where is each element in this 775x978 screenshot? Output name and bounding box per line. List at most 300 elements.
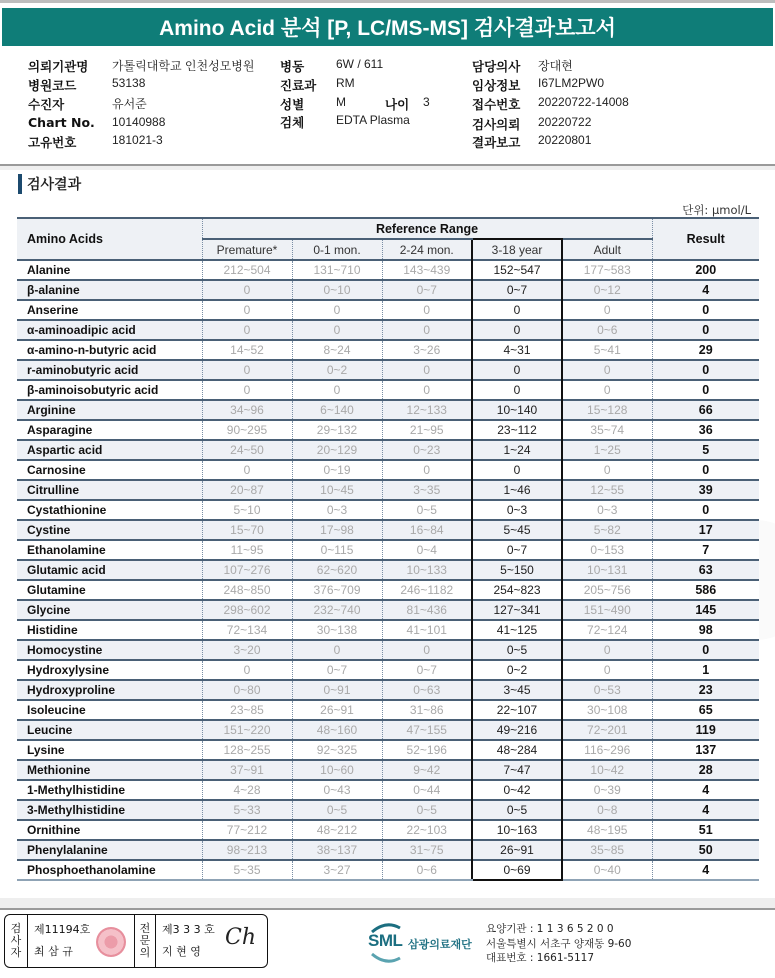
reference-range-cell: 0~7: [292, 660, 382, 680]
result-value: 4: [652, 780, 759, 800]
table-row: [17, 280, 759, 300]
top-border: [0, 0, 775, 3]
reference-range-cell: 98~213: [202, 840, 292, 860]
reference-range-cell: 0: [562, 380, 652, 400]
info-label: 수진자: [28, 97, 65, 112]
reference-range-cell: 0~69: [472, 860, 562, 880]
report-title: Amino Acid 분석 [P, LC/MS-MS] 검사결과보고서: [2, 8, 773, 46]
result-value: 28: [652, 760, 759, 780]
reference-range-cell: 107~276: [202, 560, 292, 580]
table-row: [17, 800, 759, 820]
reference-range-cell: 38~137: [292, 840, 382, 860]
reference-range-cell: 5~150: [472, 560, 562, 580]
reference-range-cell: 0~2: [292, 360, 382, 380]
reference-range-cell: 48~195: [562, 820, 652, 840]
amino-acid-name: Alanine: [17, 260, 202, 280]
amino-acid-name: Asparagine: [17, 420, 202, 440]
reference-range-cell: 72~134: [202, 620, 292, 640]
result-value: 0: [652, 460, 759, 480]
amino-acid-name: r-aminobutyric acid: [17, 360, 202, 380]
reference-range-cell: 12~133: [382, 400, 472, 420]
reference-range-cell: 6~140: [292, 400, 382, 420]
reference-range-cell: 0~7: [472, 280, 562, 300]
table-row: [17, 560, 759, 580]
result-value: 98: [652, 620, 759, 640]
reference-range-cell: 0~23: [382, 440, 472, 460]
reference-range-cell: 77~212: [202, 820, 292, 840]
info-label: 의뢰기관명: [28, 59, 89, 74]
specialist-license: 제3 3 3 호: [162, 923, 215, 936]
reference-range-cell: 41~101: [382, 620, 472, 640]
table-row: [17, 740, 759, 760]
reference-range-cell: 17~98: [292, 520, 382, 540]
reference-range-cell: 0: [202, 320, 292, 340]
reference-range-cell: 0~91: [292, 680, 382, 700]
reference-range-cell: 131~710: [292, 260, 382, 280]
reference-range-cell: 11~95: [202, 540, 292, 560]
table-row: [17, 300, 759, 320]
reference-range-cell: 0: [382, 320, 472, 340]
reference-range-cell: 0: [382, 380, 472, 400]
reference-range-cell: 31~75: [382, 840, 472, 860]
result-value: 0: [652, 380, 759, 400]
info-label: 고유번호: [28, 135, 77, 150]
info-label: 검체: [280, 115, 305, 130]
reference-range-cell: 5~35: [202, 860, 292, 880]
vertical-char: 문: [139, 934, 151, 947]
reference-range-cell: 41~125: [472, 620, 562, 640]
amino-acid-name: Ornithine: [17, 820, 202, 840]
reference-range-cell: 0: [382, 460, 472, 480]
reference-range-cell: 1~24: [472, 440, 562, 460]
reference-range-cell: 0~43: [292, 780, 382, 800]
reference-range-cell: 35~74: [562, 420, 652, 440]
vertical-char: 전: [139, 922, 151, 935]
amino-acid-name: Cystathionine: [17, 500, 202, 520]
reference-range-cell: 5~33: [202, 800, 292, 820]
reference-range-cell: 22~103: [382, 820, 472, 840]
reference-range-cell: 254~823: [472, 580, 562, 600]
result-value: 39: [652, 480, 759, 500]
amino-acid-name: Glycine: [17, 600, 202, 620]
reference-range-cell: 232~740: [292, 600, 382, 620]
reference-range-cell: 23~85: [202, 700, 292, 720]
unit-label: 단위: μmol/L: [682, 203, 751, 217]
reference-range-cell: 0: [382, 300, 472, 320]
reference-range-cell: 0~3: [562, 500, 652, 520]
amino-acid-name: Leucine: [17, 720, 202, 740]
result-value: 119: [652, 720, 759, 740]
reference-range-cell: 12~55: [562, 480, 652, 500]
result-value: 1: [652, 660, 759, 680]
reference-range-cell: 0~6: [382, 860, 472, 880]
reference-range-cell: 4~31: [472, 340, 562, 360]
reference-range-cell: 0: [202, 660, 292, 680]
reference-range-cell: 0: [472, 300, 562, 320]
result-value: 17: [652, 520, 759, 540]
reference-range-cell: 0~6: [562, 320, 652, 340]
info-label: 검사의뢰: [472, 117, 521, 132]
table-row: [17, 440, 759, 460]
reference-range-cell: 72~124: [562, 620, 652, 640]
divider-shade: [0, 166, 775, 170]
info-value: 유서준: [112, 97, 147, 111]
reference-range-cell: 5~10: [202, 500, 292, 520]
reference-range-cell: 128~255: [202, 740, 292, 760]
table-row: [17, 820, 759, 840]
table-row: [17, 840, 759, 860]
amino-acid-name: Phosphoethanolamine: [17, 860, 202, 880]
reference-range-cell: 24~50: [202, 440, 292, 460]
reference-range-cell: 20~87: [202, 480, 292, 500]
reference-range-cell: 0: [472, 360, 562, 380]
reference-range-cell: 72~201: [562, 720, 652, 740]
table-row: [17, 380, 759, 400]
header-2-24-mon: 2-24 mon.: [382, 239, 472, 260]
table-row: [17, 860, 759, 880]
info-label: Chart No.: [28, 115, 95, 130]
section-marker: [18, 174, 22, 194]
info-label: 결과보고: [472, 135, 521, 150]
seal-stamp-icon: [96, 927, 126, 957]
table-row: [17, 780, 759, 800]
reference-range-cell: 1~25: [562, 440, 652, 460]
reference-range-cell: 0: [562, 460, 652, 480]
reference-range-cell: 22~107: [472, 700, 562, 720]
reference-range-cell: 0~10: [292, 280, 382, 300]
reference-range-cell: 31~86: [382, 700, 472, 720]
reference-range-cell: 0~80: [202, 680, 292, 700]
reference-range-cell: 151~220: [202, 720, 292, 740]
reference-range-cell: 7~47: [472, 760, 562, 780]
reference-range-cell: 0: [292, 320, 382, 340]
reference-range-cell: 29~132: [292, 420, 382, 440]
org-info-line: 서울특별시 서초구 양재동 9-60: [486, 937, 632, 950]
header-amino-acids: Amino Acids: [17, 218, 202, 260]
examiner-name: 최 삼 규: [34, 945, 73, 958]
result-value: 0: [652, 500, 759, 520]
reference-range-cell: 3~45: [472, 680, 562, 700]
reference-range-cell: 298~602: [202, 600, 292, 620]
info-value: 장대현: [538, 59, 573, 73]
header-premature: Premature*: [202, 239, 292, 260]
table-row: [17, 480, 759, 500]
result-value: 0: [652, 300, 759, 320]
reference-range-cell: 0~53: [562, 680, 652, 700]
reference-range-cell: 0~7: [382, 660, 472, 680]
result-value: 200: [652, 260, 759, 280]
table-row: [17, 260, 759, 280]
info-value: 20220722-14008: [538, 95, 629, 109]
reference-range-cell: 21~95: [382, 420, 472, 440]
result-value: 51: [652, 820, 759, 840]
org-name: 삼광의료재단: [408, 938, 472, 951]
reference-range-cell: 0~44: [382, 780, 472, 800]
table-row: [17, 600, 759, 620]
info-value: I67LM2PW0: [538, 76, 605, 90]
reference-range-cell: 10~42: [562, 760, 652, 780]
reference-range-cell: 177~583: [562, 260, 652, 280]
reference-range-cell: 20~129: [292, 440, 382, 460]
reference-range-cell: 0~63: [382, 680, 472, 700]
amino-acid-name: Lysine: [17, 740, 202, 760]
reference-range-cell: 48~160: [292, 720, 382, 740]
footer-divider: [0, 908, 775, 910]
amino-acid-name: Aspartic acid: [17, 440, 202, 460]
amino-acid-name: 1-Methylhistidine: [17, 780, 202, 800]
info-label: 임상정보: [472, 78, 521, 93]
info-label: 담당의사: [472, 59, 521, 74]
reference-range-cell: 0: [202, 300, 292, 320]
org-info: [486, 922, 631, 966]
section-heading: [18, 174, 81, 194]
table-row: [17, 540, 759, 560]
amino-acid-name: Phenylalanine: [17, 840, 202, 860]
reference-range-cell: 0~2: [472, 660, 562, 680]
reference-range-cell: 0: [472, 320, 562, 340]
reference-range-cell: 0~5: [382, 800, 472, 820]
result-value: 4: [652, 280, 759, 300]
reference-range-cell: 205~756: [562, 580, 652, 600]
result-value: 63: [652, 560, 759, 580]
header-reference-range: Reference Range: [202, 218, 652, 239]
reference-range-cell: 143~439: [382, 260, 472, 280]
specialist-name: 지 현 영: [162, 945, 201, 958]
reference-range-cell: 0~39: [562, 780, 652, 800]
header-result: Result: [652, 218, 759, 260]
reference-range-cell: 1~46: [472, 480, 562, 500]
amino-acid-name: Homocystine: [17, 640, 202, 660]
reference-range-cell: 0: [292, 380, 382, 400]
result-value: 36: [652, 420, 759, 440]
reference-range-cell: 3~26: [382, 340, 472, 360]
reference-range-cell: 0~7: [382, 280, 472, 300]
reference-range-cell: 0: [202, 380, 292, 400]
reference-range-cell: 0: [472, 460, 562, 480]
reference-range-cell: 0: [202, 360, 292, 380]
reference-range-cell: 0~5: [472, 640, 562, 660]
table-row: [17, 720, 759, 740]
vertical-char: 검: [10, 922, 22, 935]
amino-acid-results-table: [17, 217, 759, 881]
amino-acid-name: Methionine: [17, 760, 202, 780]
age-label: 나이: [385, 97, 410, 112]
section-title: 검사결과: [27, 177, 82, 193]
result-value: 29: [652, 340, 759, 360]
reference-range-cell: 8~24: [292, 340, 382, 360]
result-value: 7: [652, 540, 759, 560]
reference-range-cell: 5~82: [562, 520, 652, 540]
reference-range-cell: 23~112: [472, 420, 562, 440]
reference-range-cell: 116~296: [562, 740, 652, 760]
reference-range-cell: 81~436: [382, 600, 472, 620]
reference-range-cell: 0: [562, 640, 652, 660]
table-row: [17, 660, 759, 680]
sml-logo-text: SML: [368, 931, 403, 950]
info-value: EDTA Plasma: [336, 113, 410, 127]
org-info-line: 요양기관 : 1 1 3 6 5 2 0 0: [486, 923, 614, 935]
table-row: [17, 320, 759, 340]
reference-range-cell: 35~85: [562, 840, 652, 860]
result-value: 145: [652, 600, 759, 620]
reference-range-cell: 49~216: [472, 720, 562, 740]
reference-range-cell: 26~91: [292, 700, 382, 720]
result-value: 23: [652, 680, 759, 700]
reference-range-cell: 0: [202, 460, 292, 480]
table-row: [17, 420, 759, 440]
reference-range-cell: 0~19: [292, 460, 382, 480]
reference-range-cell: 246~1182: [382, 580, 472, 600]
result-value: 4: [652, 800, 759, 820]
reference-range-cell: 10~131: [562, 560, 652, 580]
signature-icon: Ch: [224, 925, 256, 950]
info-value: 20220801: [538, 133, 592, 147]
reference-range-cell: 0~7: [472, 540, 562, 560]
info-value: 20220722: [538, 115, 592, 129]
info-value: 53138: [112, 76, 146, 90]
reference-range-cell: 152~547: [472, 260, 562, 280]
vertical-char: 자: [10, 946, 22, 959]
reference-range-cell: 3~35: [382, 480, 472, 500]
reference-range-cell: 16~84: [382, 520, 472, 540]
amino-acid-name: Glutamic acid: [17, 560, 202, 580]
amino-acid-name: Isoleucine: [17, 700, 202, 720]
specialist-cell: [156, 915, 266, 967]
table-row: [17, 620, 759, 640]
reference-range-cell: 0~5: [382, 500, 472, 520]
reference-range-cell: 0~42: [472, 780, 562, 800]
reference-range-cell: 0~12: [562, 280, 652, 300]
info-label: 접수번호: [472, 97, 521, 112]
reference-range-cell: 0: [562, 360, 652, 380]
examiner-label: [5, 915, 28, 967]
table-row: [17, 700, 759, 720]
reference-range-cell: 0~4: [382, 540, 472, 560]
reference-range-cell: 0: [292, 300, 382, 320]
reference-range-cell: 30~108: [562, 700, 652, 720]
result-value: 66: [652, 400, 759, 420]
reference-range-cell: 0~8: [562, 800, 652, 820]
reference-range-cell: 10~60: [292, 760, 382, 780]
result-value: 0: [652, 320, 759, 340]
table-row: [17, 400, 759, 420]
result-value: 0: [652, 640, 759, 660]
amino-acid-name: Arginine: [17, 400, 202, 420]
reference-range-cell: 92~325: [292, 740, 382, 760]
reference-range-cell: 3~27: [292, 860, 382, 880]
info-value: 10140988: [112, 115, 166, 129]
reference-range-cell: 376~709: [292, 580, 382, 600]
vertical-char: 의: [139, 946, 151, 959]
reference-range-cell: 37~91: [202, 760, 292, 780]
reference-range-cell: 5~45: [472, 520, 562, 540]
org-info-line: 대표번호 : 1661-5117: [486, 952, 595, 964]
amino-acid-name: Citrulline: [17, 480, 202, 500]
reference-range-cell: 151~490: [562, 600, 652, 620]
table-row: [17, 460, 759, 480]
reference-range-cell: 0: [562, 660, 652, 680]
table-row: [17, 360, 759, 380]
reference-range-cell: 0~115: [292, 540, 382, 560]
reference-range-cell: 62~620: [292, 560, 382, 580]
info-value: 181021-3: [112, 133, 163, 147]
amino-acid-name: β-aminoisobutyric acid: [17, 380, 202, 400]
reference-range-cell: 30~138: [292, 620, 382, 640]
result-value: 65: [652, 700, 759, 720]
reference-range-cell: 48~212: [292, 820, 382, 840]
signature-box: [4, 914, 268, 968]
header-0-1-mon: 0-1 mon.: [292, 239, 382, 260]
info-value: RM: [336, 76, 355, 90]
table-row: [17, 580, 759, 600]
amino-acid-name: Carnosine: [17, 460, 202, 480]
info-value: M: [336, 95, 346, 109]
age-value: 3: [423, 95, 430, 109]
reference-range-cell: 10~133: [382, 560, 472, 580]
amino-acid-name: β-alanine: [17, 280, 202, 300]
info-value: 6W / 611: [336, 57, 384, 71]
vertical-char: 사: [10, 934, 22, 947]
reference-range-cell: 14~52: [202, 340, 292, 360]
footer-divider-shade: [0, 898, 775, 908]
reference-range-cell: 90~295: [202, 420, 292, 440]
reference-range-cell: 4~28: [202, 780, 292, 800]
reference-range-cell: 0: [382, 640, 472, 660]
amino-acid-name: Hydroxylysine: [17, 660, 202, 680]
reference-range-cell: 0~5: [472, 800, 562, 820]
amino-acid-name: α-amino-n-butyric acid: [17, 340, 202, 360]
reference-range-cell: 0~3: [472, 500, 562, 520]
amino-acid-name: Ethanolamine: [17, 540, 202, 560]
table-row: [17, 520, 759, 540]
reference-range-cell: 248~850: [202, 580, 292, 600]
reference-range-cell: 0~5: [292, 800, 382, 820]
reference-range-cell: 212~504: [202, 260, 292, 280]
info-label: 성별: [280, 97, 305, 112]
reference-range-cell: 3~20: [202, 640, 292, 660]
amino-acid-name: Cystine: [17, 520, 202, 540]
reference-range-cell: 0: [472, 380, 562, 400]
reference-range-cell: 0~153: [562, 540, 652, 560]
amino-acid-name: Hydroxyproline: [17, 680, 202, 700]
reference-range-cell: 0: [562, 300, 652, 320]
reference-range-cell: 34~96: [202, 400, 292, 420]
amino-acid-name: 3-Methylhistidine: [17, 800, 202, 820]
header-3-18-year: 3-18 year: [472, 239, 562, 260]
reference-range-cell: 10~163: [472, 820, 562, 840]
reference-range-cell: 0: [292, 640, 382, 660]
table-row: [17, 340, 759, 360]
reference-range-cell: 0: [202, 280, 292, 300]
reference-range-cell: 15~70: [202, 520, 292, 540]
result-value: 50: [652, 840, 759, 860]
reference-range-cell: 9~42: [382, 760, 472, 780]
reference-range-cell: 127~341: [472, 600, 562, 620]
examiner-cell: [28, 915, 135, 967]
reference-range-cell: 47~155: [382, 720, 472, 740]
reference-range-cell: 0~3: [292, 500, 382, 520]
reference-range-cell: 5~41: [562, 340, 652, 360]
result-value: 0: [652, 360, 759, 380]
info-value: 가톨릭대학교 인천성모병원: [112, 59, 255, 73]
reference-range-cell: 10~140: [472, 400, 562, 420]
amino-acid-name: α-aminoadipic acid: [17, 320, 202, 340]
reference-range-cell: 0~40: [562, 860, 652, 880]
reference-range-cell: 0: [382, 360, 472, 380]
table-row: [17, 760, 759, 780]
result-value: 586: [652, 580, 759, 600]
header-adult: Adult: [562, 239, 652, 260]
